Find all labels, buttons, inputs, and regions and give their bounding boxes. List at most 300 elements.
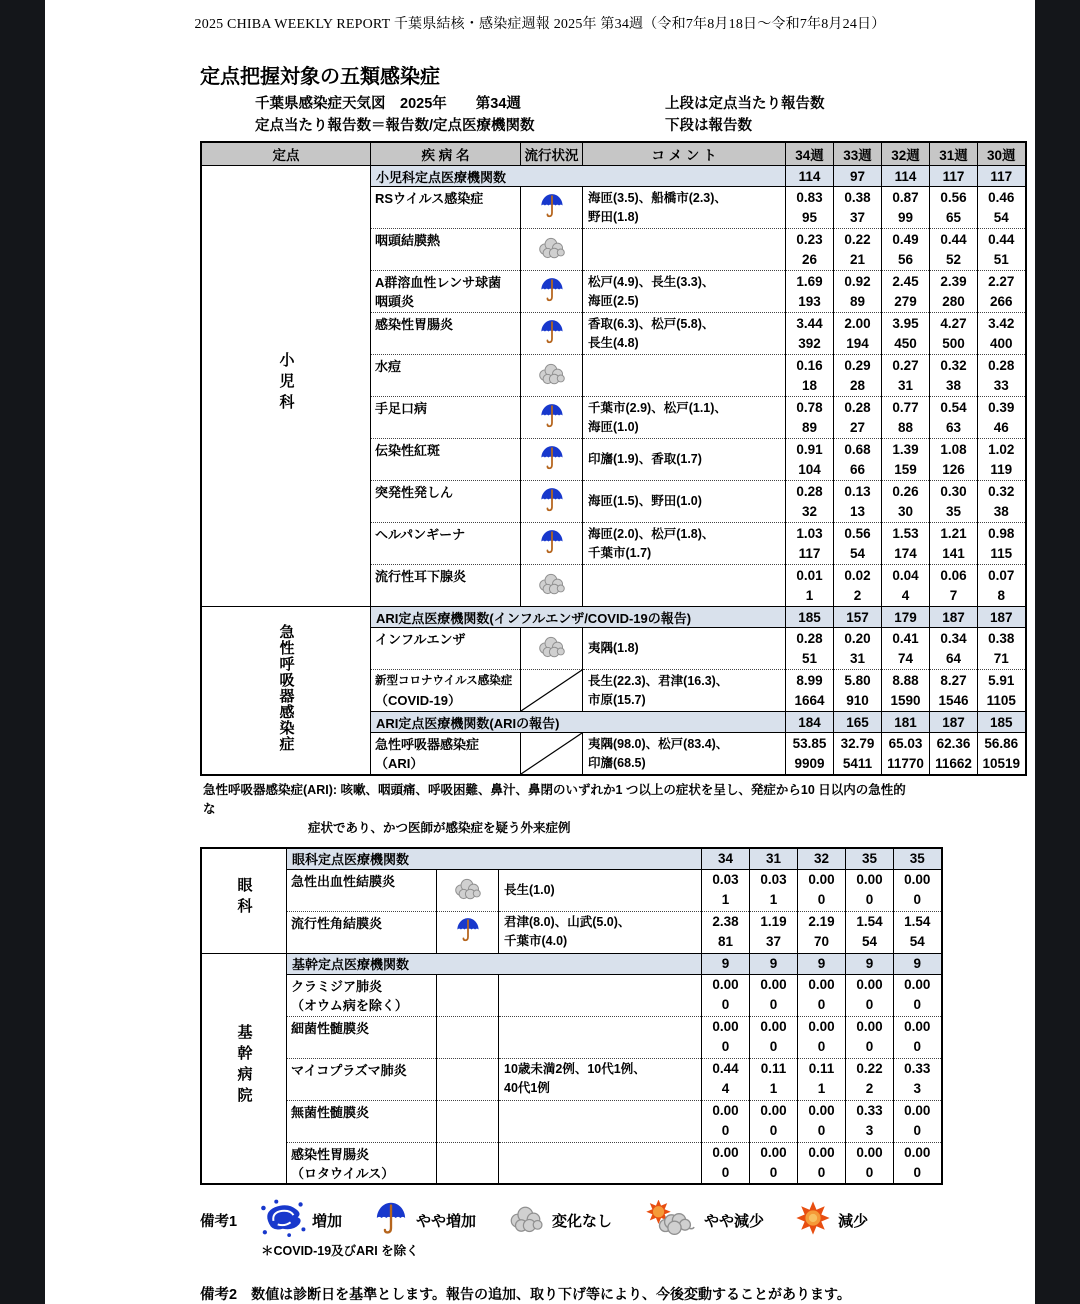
rate-value: 0.28 bbox=[844, 399, 871, 415]
disease-name-cell bbox=[371, 670, 521, 712]
rate-value: 2.38 bbox=[712, 914, 739, 929]
subheader-value-cell: 9 bbox=[894, 953, 942, 974]
rate-value: 0.00 bbox=[904, 872, 931, 887]
disease-row bbox=[201, 1100, 942, 1142]
comment-line: 夷隅(98.0)、松戸(83.4)、 bbox=[588, 736, 729, 751]
count-value: 0 bbox=[817, 997, 826, 1012]
remark2-row bbox=[200, 1283, 1035, 1304]
rate-value: 0.00 bbox=[808, 1019, 835, 1034]
count-value: 31 bbox=[849, 650, 866, 666]
umbrella-icon bbox=[539, 528, 565, 555]
week-value-cell bbox=[978, 670, 1026, 712]
count-value: 26 bbox=[801, 251, 818, 267]
comment-line: 松戸(4.9)、長生(3.3)、 bbox=[588, 274, 715, 289]
legend-item-label: やや増加 bbox=[416, 1212, 477, 1230]
comment-line: 千葉市(2.9)、松戸(1.1)、 bbox=[588, 400, 727, 415]
rate-value: 2.45 bbox=[892, 273, 919, 289]
week-value-cell bbox=[702, 869, 750, 911]
status-icon-cell bbox=[521, 628, 583, 670]
count-value: 0 bbox=[721, 1164, 730, 1180]
sun-icon-wrap bbox=[794, 1200, 832, 1240]
week-value-cell bbox=[834, 523, 882, 565]
count-value: 89 bbox=[801, 419, 818, 435]
rate-value: 0.00 bbox=[904, 1103, 931, 1118]
subheader-value-cell: 114 bbox=[882, 166, 930, 187]
subheader-value-cell: 165 bbox=[834, 712, 882, 733]
comment-line: 長生(1.0) bbox=[504, 882, 555, 897]
ari-note-line2: 症状であり、かつ医師が感染症を疑う外来症例 bbox=[308, 821, 571, 835]
rate-value: 0.00 bbox=[904, 1019, 931, 1034]
rate-value: 2.19 bbox=[808, 914, 835, 929]
count-value: 1 bbox=[805, 587, 814, 603]
rate-value: 0.44 bbox=[940, 231, 967, 247]
count-value: 0 bbox=[865, 997, 874, 1012]
rate-value: 0.00 bbox=[712, 1144, 739, 1160]
legend-item bbox=[258, 1198, 342, 1242]
week-value-cell bbox=[786, 628, 834, 670]
rate-value: 0.56 bbox=[940, 189, 967, 205]
count-value: 0 bbox=[865, 1039, 874, 1054]
rate-value: 0.00 bbox=[760, 1019, 787, 1034]
week-value-cell bbox=[798, 869, 846, 911]
subtitle-row-1 bbox=[200, 92, 1035, 114]
subheader-label-cell: 小児科定点医療機関数 bbox=[371, 166, 786, 187]
rate-value: 0.00 bbox=[904, 1144, 931, 1160]
count-value: 392 bbox=[798, 335, 821, 351]
week-value-cell bbox=[894, 869, 942, 911]
disease-row bbox=[201, 974, 942, 1016]
rate-value: 1.08 bbox=[940, 441, 967, 457]
week-value-cell bbox=[846, 1058, 894, 1100]
disease-name-line: 流行性耳下腺炎 bbox=[375, 569, 467, 584]
legend-items bbox=[258, 1198, 868, 1242]
status-icon-cell bbox=[521, 397, 583, 439]
rate-value: 0.13 bbox=[844, 483, 871, 499]
week-value-cell bbox=[834, 670, 882, 712]
week-value-cell bbox=[786, 565, 834, 607]
rate-value: 0.00 bbox=[712, 1103, 739, 1118]
remark2-text: 数値は診断日を基準とします。報告の追加、取り下げ等により、今後変動することがあります。 bbox=[251, 1286, 851, 1302]
week-value-cell bbox=[702, 911, 750, 953]
rate-value: 1.02 bbox=[988, 441, 1015, 457]
disease-name-cell bbox=[287, 1100, 437, 1142]
count-value: 1 bbox=[769, 1081, 778, 1096]
rate-value: 1.54 bbox=[856, 914, 883, 929]
rate-value: 0.22 bbox=[844, 231, 871, 247]
count-value: 13 bbox=[849, 503, 866, 519]
subheader-value-cell: 117 bbox=[978, 166, 1026, 187]
comment-line: 君津(8.0)、山武(5.0)、 bbox=[504, 915, 631, 929]
count-value: 54 bbox=[849, 545, 866, 561]
rate-value: 4.27 bbox=[940, 315, 967, 331]
rate-value: 0.00 bbox=[760, 1144, 787, 1160]
week-value-cell bbox=[894, 1142, 942, 1184]
point-label: 小児科 bbox=[277, 352, 295, 415]
week-value-cell bbox=[702, 1100, 750, 1142]
week-value-cell bbox=[846, 974, 894, 1016]
count-value: 74 bbox=[897, 650, 914, 666]
disease-name-line: 手足口病 bbox=[375, 401, 428, 416]
comment-cell bbox=[583, 439, 786, 481]
rate-value: 56.86 bbox=[984, 735, 1019, 751]
week-value-cell bbox=[834, 733, 882, 776]
comment-cell bbox=[583, 229, 786, 271]
rate-value: 1.53 bbox=[892, 525, 919, 541]
rate-value: 0.33 bbox=[856, 1103, 883, 1118]
subheader-value-cell: 31 bbox=[750, 848, 798, 869]
disease-name-line: 急性出血性結膜炎 bbox=[291, 873, 396, 889]
comment-cell bbox=[583, 733, 786, 776]
rate-value: 0.91 bbox=[796, 441, 823, 457]
week-value-cell bbox=[786, 313, 834, 355]
comment-line: 香取(6.3)、松戸(5.8)、 bbox=[588, 316, 715, 331]
rate-value: 0.00 bbox=[856, 1144, 883, 1160]
week-value-cell bbox=[786, 229, 834, 271]
disease-row bbox=[201, 1016, 942, 1058]
rate-value: 2.27 bbox=[988, 273, 1015, 289]
legend-row bbox=[200, 1197, 1035, 1243]
rate-value: 1.19 bbox=[760, 914, 787, 929]
count-value: 0 bbox=[769, 1039, 778, 1054]
count-value: 141 bbox=[942, 545, 965, 561]
week-value-cell bbox=[834, 565, 882, 607]
legend-item-label: 増加 bbox=[312, 1212, 343, 1230]
disease-name-cell bbox=[287, 1016, 437, 1058]
comment-line: 海匝(1.5)、野田(1.0) bbox=[588, 494, 702, 508]
count-value: 35 bbox=[945, 503, 962, 519]
rate-value: 0.46 bbox=[988, 189, 1015, 205]
subheader-value-cell: 185 bbox=[978, 712, 1026, 733]
subheader-value-cell: 187 bbox=[930, 712, 978, 733]
disease-name-cell bbox=[371, 271, 521, 313]
count-value: 0 bbox=[913, 1164, 921, 1180]
doc-header: 2025 CHIBA WEEKLY REPORT 千葉県結核・感染症週報 2025年 第34週（令和7年8月18日～令和7年8月24日） bbox=[194, 17, 886, 32]
disease-name-line: ヘルパンギーナ bbox=[375, 527, 466, 542]
count-value: 0 bbox=[913, 892, 921, 907]
cloud-icon bbox=[536, 571, 567, 595]
disease-name-line: 咽頭炎 bbox=[375, 294, 415, 309]
rate-value: 0.34 bbox=[940, 630, 967, 646]
week-value-cell bbox=[978, 481, 1026, 523]
subheader-value-cell: 184 bbox=[786, 712, 834, 733]
subheader-value-cell: 157 bbox=[834, 607, 882, 628]
subheader-value-cell: 114 bbox=[786, 166, 834, 187]
disease-name-line: RSウイルス感染症 bbox=[375, 191, 484, 206]
rate-value: 0.04 bbox=[892, 567, 919, 583]
rate-value: 0.28 bbox=[796, 483, 823, 499]
rate-value: 0.00 bbox=[904, 977, 931, 992]
week-value-cell bbox=[846, 1142, 894, 1184]
count-value: 3 bbox=[913, 1081, 921, 1096]
rate-value: 0.30 bbox=[940, 483, 967, 499]
count-value: 0 bbox=[817, 1123, 826, 1138]
rate-value: 0.33 bbox=[904, 1061, 931, 1076]
rate-value: 0.03 bbox=[712, 872, 739, 887]
count-value: 0 bbox=[913, 997, 921, 1012]
rate-value: 0.07 bbox=[988, 567, 1015, 583]
status-icon-cell bbox=[521, 355, 583, 397]
week-value-cell bbox=[978, 397, 1026, 439]
disease-name-cell bbox=[287, 1058, 437, 1100]
count-value: 104 bbox=[798, 461, 821, 477]
status-icon-cell bbox=[521, 565, 583, 607]
rate-value: 0.00 bbox=[808, 1144, 835, 1160]
week-value-cell bbox=[834, 313, 882, 355]
count-value: 63 bbox=[945, 419, 962, 435]
subheader-row bbox=[201, 607, 1026, 628]
rate-value: 53.85 bbox=[792, 735, 827, 751]
count-value: 159 bbox=[894, 461, 917, 477]
umbrella-icon bbox=[539, 318, 565, 345]
point-label-cell bbox=[201, 848, 287, 953]
subheader-value-cell: 117 bbox=[930, 166, 978, 187]
status-icon-cell bbox=[521, 733, 583, 776]
week-value-cell bbox=[894, 1100, 942, 1142]
week-value-cell bbox=[750, 1100, 798, 1142]
count-value: 0 bbox=[721, 997, 730, 1012]
week-value-cell bbox=[702, 1016, 750, 1058]
count-value: 119 bbox=[990, 461, 1013, 477]
count-value: 910 bbox=[846, 692, 869, 708]
count-value: 117 bbox=[798, 545, 821, 561]
comment-cell bbox=[583, 271, 786, 313]
subheader-value-cell: 187 bbox=[930, 607, 978, 628]
count-value: 18 bbox=[801, 377, 818, 393]
rate-value: 0.41 bbox=[892, 630, 919, 646]
count-value: 27 bbox=[849, 419, 866, 435]
status-icon-cell bbox=[437, 869, 499, 911]
umbrella-icon bbox=[539, 402, 565, 429]
week-value-cell bbox=[702, 974, 750, 1016]
disease-name-line: 突発性発しん bbox=[375, 485, 454, 500]
comment-line: 海匝(3.5)、船橋市(2.3)、 bbox=[588, 190, 727, 205]
count-value: 115 bbox=[990, 545, 1013, 561]
disease-name-cell bbox=[371, 313, 521, 355]
rate-value: 0.78 bbox=[796, 399, 823, 415]
count-value: 71 bbox=[993, 650, 1009, 666]
storm-icon bbox=[258, 1198, 306, 1238]
week-value-cell bbox=[930, 481, 978, 523]
disease-name-cell bbox=[287, 911, 437, 953]
rate-value: 0.38 bbox=[844, 189, 871, 205]
rate-value: 0.06 bbox=[940, 567, 967, 583]
subtitle-row-2 bbox=[200, 114, 1035, 136]
disease-name-line: 新型コロナウイルス感染症 bbox=[375, 675, 513, 687]
week-value-cell bbox=[786, 397, 834, 439]
comment-cell bbox=[583, 355, 786, 397]
count-value: 11770 bbox=[887, 755, 924, 771]
subheader-value-cell: 187 bbox=[978, 607, 1026, 628]
week-value-cell bbox=[786, 670, 834, 712]
count-value: 0 bbox=[913, 1123, 921, 1138]
week-value-cell bbox=[882, 628, 930, 670]
count-value: 1 bbox=[769, 892, 778, 907]
slash-icon bbox=[521, 670, 582, 711]
week-value-cell bbox=[786, 481, 834, 523]
count-value: 1590 bbox=[890, 692, 921, 708]
count-value: 52 bbox=[945, 251, 962, 267]
disease-name-cell bbox=[371, 397, 521, 439]
count-value: 28 bbox=[849, 377, 866, 393]
rate-value: 0.68 bbox=[844, 441, 871, 457]
remark2-label: 備考2 bbox=[200, 1287, 238, 1303]
subheader-value-cell: 9 bbox=[702, 953, 750, 974]
subheader-value-cell: 97 bbox=[834, 166, 882, 187]
umbrella-icon bbox=[539, 486, 565, 513]
cloud-icon-wrap bbox=[506, 1203, 546, 1237]
count-value: 21 bbox=[849, 251, 866, 267]
comment-cell bbox=[583, 670, 786, 712]
rate-value: 0.00 bbox=[808, 1103, 835, 1118]
page-title: 定点把握対象の五類感染症 bbox=[200, 66, 440, 88]
count-value: 0 bbox=[721, 1039, 730, 1054]
comment-cell bbox=[583, 397, 786, 439]
comment-cell bbox=[499, 1058, 702, 1100]
count-value: 1 bbox=[721, 892, 730, 907]
umbrella-icon bbox=[539, 192, 565, 219]
lower-value-note: 下段は報告数 bbox=[665, 118, 752, 134]
week-header: 31週 bbox=[930, 142, 978, 166]
comment-line: 海匝(1.0) bbox=[588, 419, 639, 434]
comment-line: 長生(4.8) bbox=[588, 335, 639, 350]
disease-row bbox=[201, 911, 942, 953]
comment-cell bbox=[499, 1142, 702, 1184]
slash-icon bbox=[521, 733, 582, 774]
disease-name-line: インフルエンザ bbox=[375, 632, 466, 647]
count-value: 38 bbox=[993, 503, 1009, 519]
week-value-cell bbox=[978, 187, 1026, 229]
cloud-icon bbox=[536, 361, 567, 385]
legend-item bbox=[794, 1200, 868, 1240]
legend-item-label: 変化なし bbox=[552, 1212, 613, 1230]
subheader-label-cell: 基幹定点医療機関数 bbox=[287, 953, 702, 974]
count-value: 37 bbox=[765, 934, 782, 949]
comment-line: 印旛(68.5) bbox=[588, 755, 646, 770]
rate-value: 5.80 bbox=[844, 672, 871, 688]
week-value-cell bbox=[834, 397, 882, 439]
rate-value: 0.98 bbox=[988, 525, 1015, 541]
status-icon-cell bbox=[521, 271, 583, 313]
disease-name-line: 急性呼吸器感染症 bbox=[375, 737, 480, 752]
cloud-icon bbox=[536, 634, 567, 658]
week-value-cell bbox=[894, 1016, 942, 1058]
count-value: 89 bbox=[849, 293, 866, 309]
comment-cell bbox=[499, 1100, 702, 1142]
week-value-cell bbox=[882, 481, 930, 523]
week-value-cell bbox=[894, 1058, 942, 1100]
week-value-cell bbox=[930, 523, 978, 565]
status-icon-cell bbox=[437, 1100, 499, 1142]
week-value-cell bbox=[750, 911, 798, 953]
week-value-cell bbox=[978, 523, 1026, 565]
comment-cell bbox=[499, 974, 702, 1016]
status-icon-cell bbox=[437, 974, 499, 1016]
disease-name-line: 感染性胃腸炎 bbox=[375, 317, 454, 332]
count-value: 0 bbox=[769, 1123, 778, 1138]
status-icon-cell bbox=[521, 670, 583, 712]
disease-name-cell bbox=[371, 733, 521, 776]
week-value-cell bbox=[798, 974, 846, 1016]
week-value-cell bbox=[834, 439, 882, 481]
point-label-cell bbox=[201, 607, 371, 776]
rate-value: 0.87 bbox=[892, 189, 919, 205]
week-value-cell bbox=[846, 869, 894, 911]
count-value: 5411 bbox=[842, 755, 873, 771]
count-value: 66 bbox=[849, 461, 866, 477]
disease-name-line: （ロタウイルス） bbox=[291, 1165, 395, 1181]
disease-name-line: 感染性胃腸炎 bbox=[291, 1146, 370, 1162]
count-value: 95 bbox=[801, 209, 818, 225]
subheader-value-cell: 32 bbox=[798, 848, 846, 869]
week-header: 33週 bbox=[834, 142, 882, 166]
rate-value: 8.27 bbox=[940, 672, 967, 688]
storm-icon-wrap bbox=[258, 1198, 306, 1242]
remark1-label: 備考1 bbox=[200, 1213, 238, 1230]
status-icon-cell bbox=[521, 313, 583, 355]
status-icon-cell bbox=[521, 439, 583, 481]
comment-line: 千葉市(4.0) bbox=[504, 934, 568, 948]
disease-name-cell bbox=[371, 187, 521, 229]
subheader-value-cell: 9 bbox=[846, 953, 894, 974]
comment-line: 夷隅(1.8) bbox=[588, 641, 639, 655]
rate-value: 0.00 bbox=[712, 1019, 739, 1034]
rate-value: 0.29 bbox=[844, 357, 871, 373]
week-value-cell bbox=[834, 481, 882, 523]
rate-value: 0.03 bbox=[760, 872, 787, 887]
rate-value: 0.54 bbox=[940, 399, 967, 415]
point-label-cell bbox=[201, 166, 371, 607]
rate-value: 0.00 bbox=[808, 977, 835, 992]
week-value-cell bbox=[882, 187, 930, 229]
subheader-row bbox=[201, 848, 942, 869]
disease-name-cell bbox=[371, 481, 521, 523]
rate-value: 3.44 bbox=[796, 315, 823, 331]
umbrella-icon bbox=[539, 444, 565, 471]
rate-value: 0.28 bbox=[796, 630, 823, 646]
rate-value: 1.39 bbox=[892, 441, 919, 457]
count-value: 193 bbox=[798, 293, 821, 309]
week-value-cell bbox=[750, 1142, 798, 1184]
rate-value: 1.03 bbox=[796, 525, 823, 541]
cloud-icon bbox=[536, 235, 567, 259]
subheader-value-cell: 181 bbox=[882, 712, 930, 733]
cloud-icon bbox=[506, 1203, 546, 1233]
week-value-cell bbox=[798, 1016, 846, 1058]
week-value-cell bbox=[798, 911, 846, 953]
count-value: 2 bbox=[853, 587, 862, 603]
week-value-cell bbox=[882, 313, 930, 355]
rate-value: 1.54 bbox=[904, 914, 931, 929]
count-value: 126 bbox=[942, 461, 965, 477]
rate-value: 0.26 bbox=[892, 483, 919, 499]
comment-line: 40代1例 bbox=[504, 1081, 550, 1095]
disease-name-cell bbox=[287, 869, 437, 911]
week-value-cell bbox=[978, 565, 1026, 607]
upper-value-note: 上段は定点当たり報告数 bbox=[665, 96, 825, 112]
rate-value: 0.28 bbox=[988, 357, 1015, 373]
count-value: 54 bbox=[861, 934, 878, 949]
rate-value: 8.88 bbox=[892, 672, 919, 688]
disease-name-line: 細菌性髄膜炎 bbox=[291, 1020, 370, 1036]
count-value: 0 bbox=[769, 1164, 778, 1180]
week-value-cell bbox=[882, 355, 930, 397]
comment-line: 長生(22.3)、君津(16.3)、 bbox=[588, 673, 729, 688]
week-value-cell bbox=[978, 628, 1026, 670]
suncloud-icon-wrap bbox=[642, 1200, 698, 1240]
subheader-value-cell: 9 bbox=[750, 953, 798, 974]
week-value-cell bbox=[882, 670, 930, 712]
count-value: 1 bbox=[817, 1081, 826, 1096]
